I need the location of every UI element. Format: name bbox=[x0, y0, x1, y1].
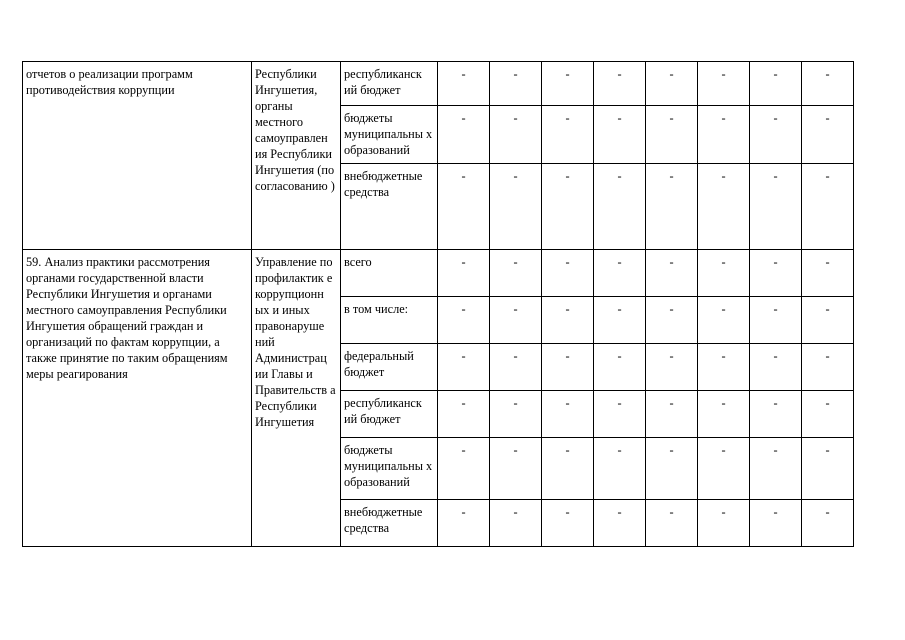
value-cell: - bbox=[802, 62, 854, 106]
value-cell: - bbox=[698, 297, 750, 344]
funding-source-cell: федеральный бюджет bbox=[341, 344, 438, 391]
value-cell: - bbox=[802, 344, 854, 391]
value-cell: - bbox=[490, 62, 542, 106]
funding-source-cell: республиканск ий бюджет bbox=[341, 62, 438, 106]
executor-cell: Республики Ингушетия, органы местного самоуправлен ия Республики Ингушетия (по согласованию ) bbox=[252, 62, 341, 250]
value-cell: - bbox=[802, 164, 854, 250]
value-cell: - bbox=[594, 344, 646, 391]
value-cell: - bbox=[490, 344, 542, 391]
value-cell: - bbox=[542, 106, 594, 164]
value-cell: - bbox=[750, 344, 802, 391]
funding-source-cell: внебюджетные средства bbox=[341, 164, 438, 250]
value-cell: - bbox=[438, 391, 490, 438]
value-cell: - bbox=[802, 106, 854, 164]
value-cell: - bbox=[438, 500, 490, 547]
value-cell: - bbox=[594, 391, 646, 438]
executor-cell: Управление по профилактик е коррупционн ых и иных правонаруше ний Администрац ии Главы и Правительств а Республики Ингушетия bbox=[252, 250, 341, 547]
table-body bbox=[23, 62, 854, 547]
value-cell: - bbox=[698, 62, 750, 106]
value-cell: - bbox=[438, 106, 490, 164]
value-cell: - bbox=[750, 62, 802, 106]
value-cell: - bbox=[750, 250, 802, 297]
value-cell: - bbox=[750, 164, 802, 250]
value-cell: - bbox=[438, 438, 490, 500]
funding-source-cell: бюджеты муниципальны х образований bbox=[341, 106, 438, 164]
value-cell: - bbox=[542, 62, 594, 106]
value-cell: - bbox=[438, 297, 490, 344]
value-cell: - bbox=[490, 438, 542, 500]
value-cell: - bbox=[750, 438, 802, 500]
table-row bbox=[23, 62, 854, 106]
value-cell: - bbox=[542, 344, 594, 391]
value-cell: - bbox=[490, 106, 542, 164]
value-cell: - bbox=[542, 250, 594, 297]
value-cell: - bbox=[490, 500, 542, 547]
value-cell: - bbox=[698, 438, 750, 500]
value-cell: - bbox=[594, 500, 646, 547]
value-cell: - bbox=[802, 250, 854, 297]
value-cell: - bbox=[698, 250, 750, 297]
value-cell: - bbox=[438, 164, 490, 250]
value-cell: - bbox=[594, 62, 646, 106]
measure-cell: 59. Анализ практики рассмотрения органами государственной власти Республики Ингушетия и органами местного самоуправления Республики Ингушетия обращений граждан и организаций по фактам коррупции, а также принятие по таким обращениям меры реагирования bbox=[23, 250, 252, 547]
value-cell: - bbox=[542, 500, 594, 547]
value-cell: - bbox=[438, 250, 490, 297]
value-cell: - bbox=[438, 344, 490, 391]
value-cell: - bbox=[698, 391, 750, 438]
value-cell: - bbox=[646, 297, 698, 344]
value-cell: - bbox=[802, 297, 854, 344]
table-row bbox=[23, 250, 854, 297]
value-cell: - bbox=[802, 438, 854, 500]
value-cell: - bbox=[594, 250, 646, 297]
funding-source-cell: внебюджетные средства bbox=[341, 500, 438, 547]
funding-source-cell: всего bbox=[341, 250, 438, 297]
value-cell: - bbox=[542, 391, 594, 438]
funding-table bbox=[22, 61, 854, 547]
value-cell: - bbox=[490, 391, 542, 438]
value-cell: - bbox=[646, 164, 698, 250]
value-cell: - bbox=[646, 250, 698, 297]
value-cell: - bbox=[802, 391, 854, 438]
value-cell: - bbox=[646, 62, 698, 106]
value-cell: - bbox=[542, 164, 594, 250]
value-cell: - bbox=[698, 500, 750, 547]
funding-source-cell: республиканск ий бюджет bbox=[341, 391, 438, 438]
value-cell: - bbox=[698, 106, 750, 164]
value-cell: - bbox=[490, 297, 542, 344]
value-cell: - bbox=[646, 344, 698, 391]
value-cell: - bbox=[594, 106, 646, 164]
value-cell: - bbox=[750, 391, 802, 438]
value-cell: - bbox=[490, 250, 542, 297]
funding-source-cell: в том числе: bbox=[341, 297, 438, 344]
value-cell: - bbox=[490, 164, 542, 250]
funding-source-cell: бюджеты муниципальны х образований bbox=[341, 438, 438, 500]
value-cell: - bbox=[594, 297, 646, 344]
value-cell: - bbox=[542, 297, 594, 344]
measure-cell: отчетов о реализации программ противодействия коррупции bbox=[23, 62, 252, 250]
value-cell: - bbox=[698, 164, 750, 250]
value-cell: - bbox=[646, 106, 698, 164]
value-cell: - bbox=[542, 438, 594, 500]
value-cell: - bbox=[750, 500, 802, 547]
value-cell: - bbox=[646, 500, 698, 547]
value-cell: - bbox=[594, 438, 646, 500]
value-cell: - bbox=[646, 438, 698, 500]
value-cell: - bbox=[802, 500, 854, 547]
value-cell: - bbox=[750, 297, 802, 344]
value-cell: - bbox=[594, 164, 646, 250]
value-cell: - bbox=[750, 106, 802, 164]
value-cell: - bbox=[438, 62, 490, 106]
value-cell: - bbox=[646, 391, 698, 438]
value-cell: - bbox=[698, 344, 750, 391]
